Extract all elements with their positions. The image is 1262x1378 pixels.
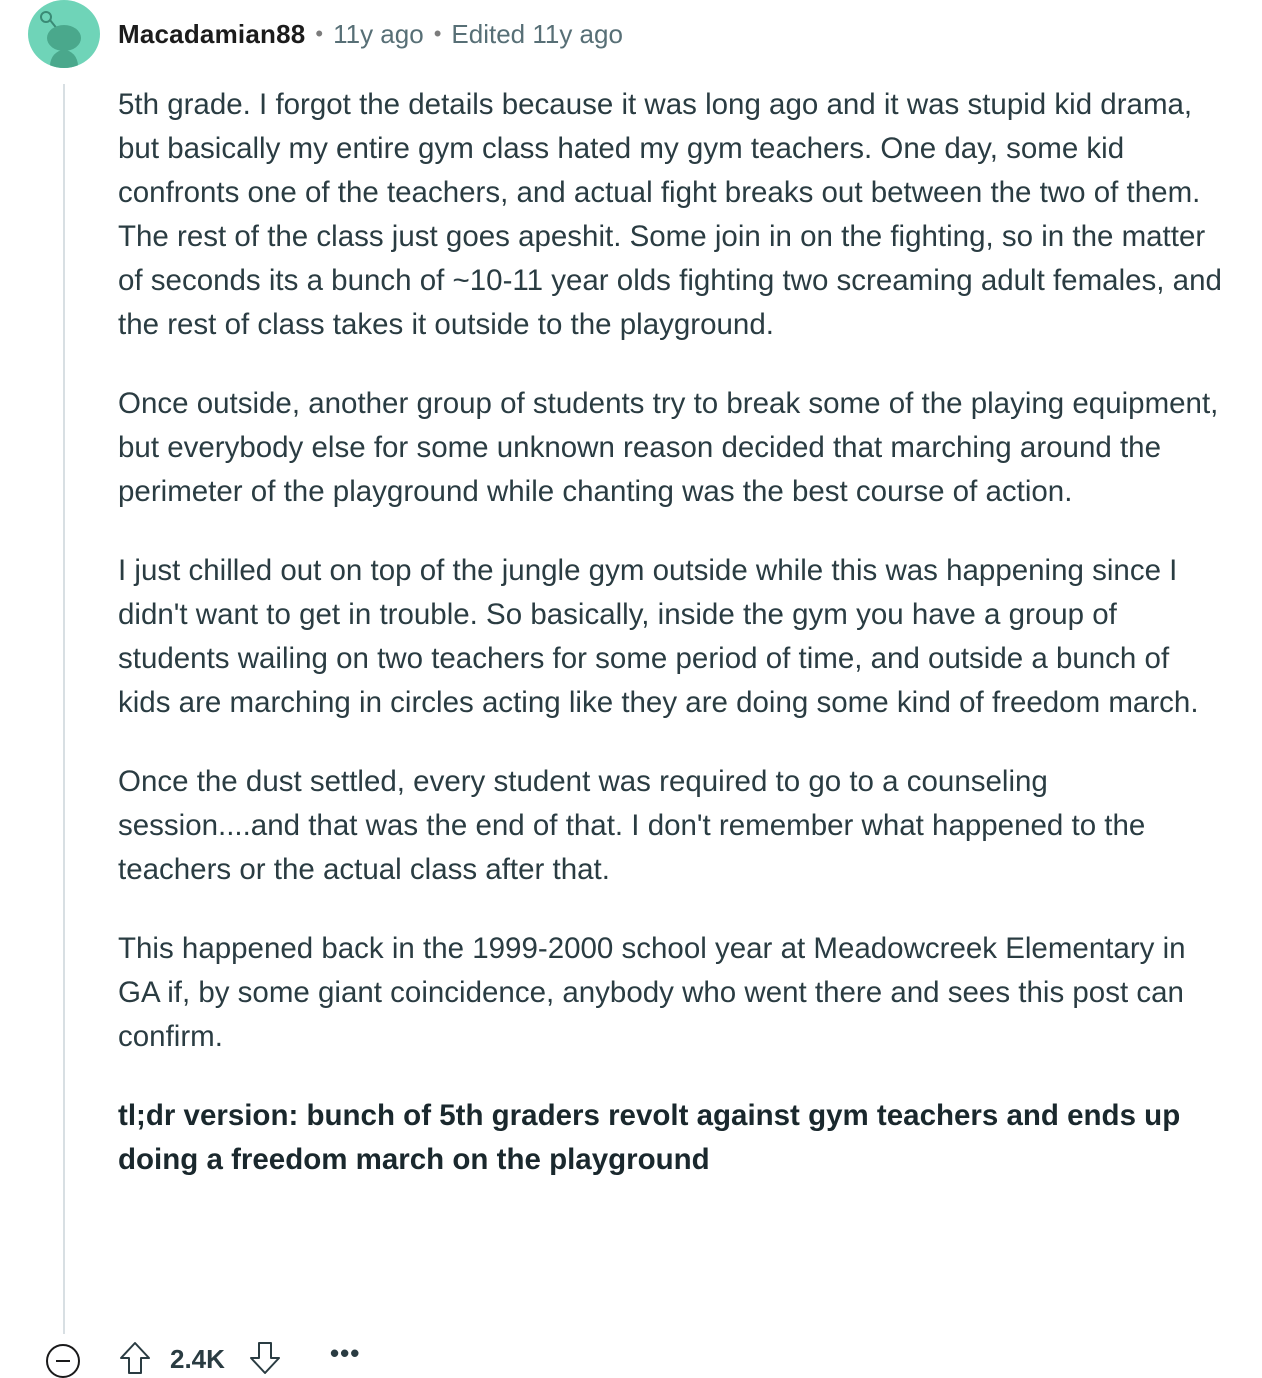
comment-header [118,14,623,54]
comment-body [118,83,1228,1182]
thread-line[interactable] [63,84,65,1334]
separator-dot: • [315,21,324,46]
comment-age[interactable]: 11y ago [333,18,424,49]
comment-paragraph: This happened back in the 1999-2000 school year at Meadowcreek Elementary in GA if, by some giant coincidence, anybody who went there and sees this post can confirm. [118,932,1186,1053]
downvote-arrow-icon[interactable] [248,1340,282,1376]
snoo-avatar-icon [28,0,100,68]
comment-paragraph: Once outside, another group of students try to break some of the playing equipment, but everybody else for some unknown reason decided that marching around the perimeter of the playground while chanting was the best course of action. [118,387,1219,508]
avatar[interactable] [28,0,100,68]
tldr-paragraph: tl;dr version: bunch of 5th graders revolt against gym teachers and ends up doing a freedom march on the playground [118,1099,1181,1176]
vote-score: 2.4K [170,1344,225,1374]
collapse-minus-icon[interactable] [46,1344,80,1378]
edited-label: Edited 11y ago [451,18,623,49]
comment-paragraph: I just chilled out on top of the jungle gym outside while this was happening since I didn't want to get in trouble. So basically, inside the gym you have a group of students wailing on two teachers for some period of time, and outside a bunch of kids are marching in circles acting like they are doing some kind of freedom march. [118,554,1199,719]
comment-paragraph: 5th grade. I forgot the details because it was long ago and it was stupid kid drama, but basically my entire gym class hated my gym teachers. One day, some kid confronts one of the teachers, and actual fight breaks out between the two of them. The rest of the class just goes apeshit. Some join in on the fighting, so in the matter of seconds its a bunch of ~10-11 year olds fighting two screaming adult females, and the rest of class takes it outside to the playground. [118,88,1222,341]
comment-actions [0,1336,1262,1376]
upvote-arrow-icon[interactable] [118,1340,152,1376]
username-link[interactable]: Macadamian88 [118,18,306,49]
more-options-icon[interactable]: ••• [330,1338,361,1368]
separator-dot: • [433,21,442,46]
comment-paragraph: Once the dust settled, every student was required to go to a counseling session....and that was the end of that. I don't remember what happened to the teachers or the actual class after that. [118,765,1146,886]
